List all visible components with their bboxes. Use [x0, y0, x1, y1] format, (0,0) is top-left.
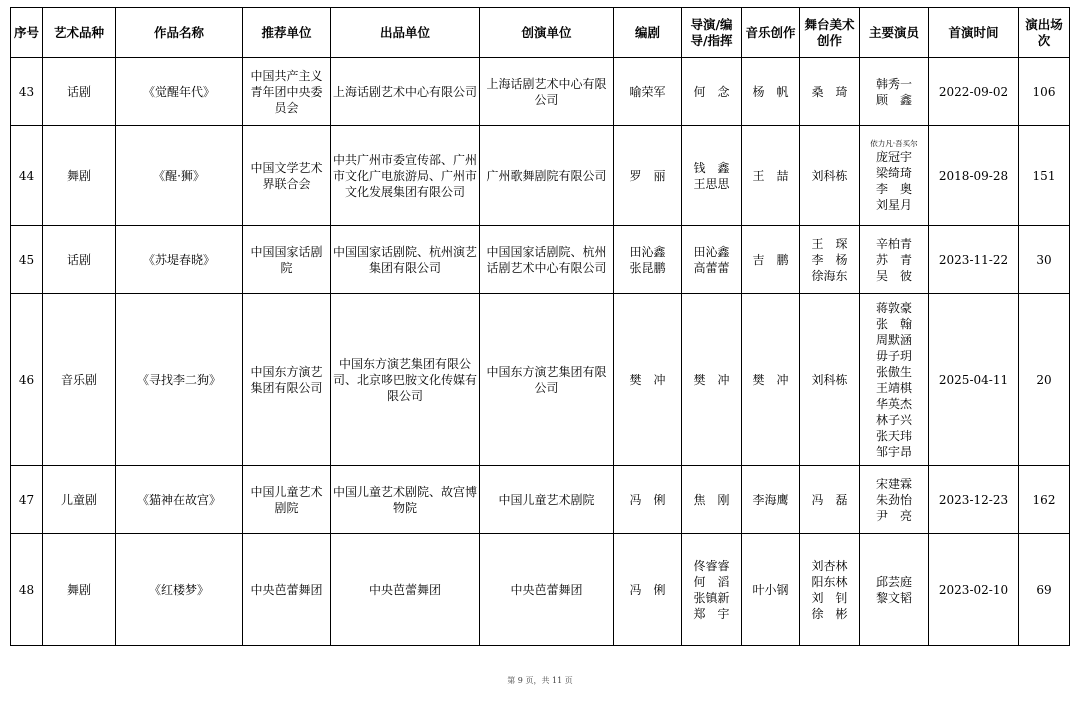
header-actors: 主要演员 — [860, 8, 929, 58]
cell-title: 《寻找李二狗》 — [116, 294, 243, 466]
cell-actors — [860, 126, 929, 226]
cell-line: 郑 宇 — [693, 606, 730, 621]
cell-line: 刘星月 — [875, 197, 912, 212]
cell-recommender: 中国国家话剧院 — [243, 226, 331, 294]
cell-producer: 中共广州市委宣传部、广州市文化广电旅游局、广州市文化发展集团有限公司 — [331, 126, 480, 226]
cell-creator: 上海话剧艺术中心有限公司 — [480, 58, 614, 126]
cell-genre: 话剧 — [43, 226, 116, 294]
header-director: 导演/编导/指挥 — [682, 8, 742, 58]
cell-no: 45 — [11, 226, 43, 294]
cell-stage — [800, 226, 860, 294]
cell-line: 邱芸庭 — [875, 574, 912, 589]
cell-writer — [614, 126, 682, 226]
cell-line: 张天玮 — [875, 428, 912, 443]
cell-line: 樊 冲 — [629, 372, 666, 387]
cell-genre: 儿童剧 — [43, 466, 116, 534]
cell-writer — [614, 294, 682, 466]
cell-title: 《红楼梦》 — [116, 534, 243, 646]
cell-line: 苏 青 — [875, 252, 912, 267]
cell-recommender: 中央芭蕾舞团 — [243, 534, 331, 646]
header-title: 作品名称 — [116, 8, 243, 58]
cell-producer: 中国国家话剧院、杭州演艺集团有限公司 — [331, 226, 480, 294]
cell-line: 樊 冲 — [752, 372, 789, 387]
cell-writer — [614, 466, 682, 534]
cell-music — [742, 226, 800, 294]
cell-director — [682, 294, 742, 466]
cell-line: 何 滔 — [693, 574, 730, 589]
cell-line: 张 翰 — [875, 316, 912, 331]
cell-line: 杨 帆 — [752, 84, 789, 99]
table-row — [11, 466, 1070, 534]
cell-count: 151 — [1019, 126, 1070, 226]
cell-line: 焦 刚 — [693, 492, 730, 507]
cell-music — [742, 58, 800, 126]
cell-producer: 中国东方演艺集团有限公司、北京哆巴胺文化传媒有限公司 — [331, 294, 480, 466]
cell-line: 蒋敦豪 — [875, 300, 912, 315]
cell-director — [682, 58, 742, 126]
cell-line: 刘科栋 — [811, 372, 848, 387]
cell-actors — [860, 58, 929, 126]
cell-genre: 舞剧 — [43, 534, 116, 646]
cell-count: 20 — [1019, 294, 1070, 466]
header-writer: 编剧 — [614, 8, 682, 58]
cell-stage — [800, 126, 860, 226]
cell-stage — [800, 466, 860, 534]
cell-line: 邹宇昂 — [875, 444, 912, 459]
cell-actors — [860, 534, 929, 646]
cell-stage — [800, 58, 860, 126]
cell-line: 毋子玥 — [875, 348, 912, 363]
cell-line: 王靖棋 — [875, 380, 912, 395]
cell-line: 张傲生 — [875, 364, 912, 379]
table-row — [11, 226, 1070, 294]
cell-line: 王思思 — [693, 176, 730, 191]
cell-line: 吴 彼 — [875, 268, 912, 283]
cell-actors — [860, 466, 929, 534]
cell-music — [742, 466, 800, 534]
cell-date: 2023-02-10 — [929, 534, 1019, 646]
cell-line: 何 念 — [693, 84, 730, 99]
cell-creator: 中国儿童艺术剧院 — [480, 466, 614, 534]
cell-line: 罗 丽 — [629, 168, 666, 183]
header-stage: 舞台美术创作 — [800, 8, 860, 58]
header-recommender: 推荐单位 — [243, 8, 331, 58]
cell-genre: 话剧 — [43, 58, 116, 126]
cell-title: 《猫神在故宫》 — [116, 466, 243, 534]
cell-actors — [860, 294, 929, 466]
cell-creator: 广州歌舞剧院有限公司 — [480, 126, 614, 226]
cell-line: 梁绮琦 — [875, 165, 912, 180]
cell-line: 李海鹰 — [752, 492, 789, 507]
cell-line: 尹 亮 — [875, 508, 912, 523]
cell-line: 庞冠宇 — [875, 149, 912, 164]
cell-line: 徐海东 — [811, 268, 848, 283]
header-genre: 艺术品种 — [43, 8, 116, 58]
cell-line: 李 奥 — [875, 181, 912, 196]
cell-director — [682, 466, 742, 534]
cell-creator: 中国东方演艺集团有限公司 — [480, 294, 614, 466]
header-creator: 创演单位 — [480, 8, 614, 58]
cell-line: 辛柏青 — [875, 236, 912, 251]
cell-count: 30 — [1019, 226, 1070, 294]
cell-creator: 中央芭蕾舞团 — [480, 534, 614, 646]
cell-line: 叶小钢 — [752, 582, 789, 597]
cell-writer — [614, 534, 682, 646]
cell-line: 李 杨 — [811, 252, 848, 267]
cell-line: 冯 磊 — [811, 492, 848, 507]
cell-actors — [860, 226, 929, 294]
cell-writer — [614, 58, 682, 126]
header-date: 首演时间 — [929, 8, 1019, 58]
cell-line: 王 琛 — [811, 236, 848, 251]
cell-line: 田沁鑫 — [629, 244, 666, 259]
cell-creator: 中国国家话剧院、杭州话剧艺术中心有限公司 — [480, 226, 614, 294]
cell-title: 《觉醒年代》 — [116, 58, 243, 126]
cell-line: 刘杏林 — [811, 558, 848, 573]
cell-director — [682, 126, 742, 226]
cell-line: 田沁鑫 — [693, 244, 730, 259]
table-row — [11, 58, 1070, 126]
cell-line: 张昆鹏 — [629, 260, 666, 275]
cell-line: 冯 俐 — [629, 582, 666, 597]
cell-line: 钱 鑫 — [693, 160, 730, 175]
cell-producer: 中国儿童艺术剧院、故宫博物院 — [331, 466, 480, 534]
header-no: 序号 — [11, 8, 43, 58]
cell-recommender: 中国儿童艺术剧院 — [243, 466, 331, 534]
cell-producer: 中央芭蕾舞团 — [331, 534, 480, 646]
table-body — [11, 58, 1070, 646]
cell-music — [742, 534, 800, 646]
cell-music — [742, 294, 800, 466]
cell-date: 2023-12-23 — [929, 466, 1019, 534]
cell-music — [742, 126, 800, 226]
table-row — [11, 126, 1070, 226]
cell-line: 刘科栋 — [811, 168, 848, 183]
cell-stage — [800, 534, 860, 646]
cell-director — [682, 534, 742, 646]
cell-producer: 上海话剧艺术中心有限公司 — [331, 58, 480, 126]
cell-line: 阳东林 — [811, 574, 848, 589]
cell-writer — [614, 226, 682, 294]
cell-recommender: 中国东方演艺集团有限公司 — [243, 294, 331, 466]
cell-no: 48 — [11, 534, 43, 646]
cell-line: 朱劲怡 — [875, 492, 912, 507]
cell-line: 林子兴 — [875, 412, 912, 427]
cell-line: 徐 彬 — [811, 606, 848, 621]
cell-line: 吉 鹏 — [752, 252, 789, 267]
cell-title: 《苏堤春晓》 — [116, 226, 243, 294]
cell-line: 喻荣军 — [629, 84, 666, 99]
page-footer: 第 9 页，共 11 页 — [507, 676, 573, 685]
cell-stage — [800, 294, 860, 466]
cell-line-small: 依力凡·吾买尔 — [870, 138, 918, 148]
cell-no: 46 — [11, 294, 43, 466]
cell-recommender: 中国文学艺术界联合会 — [243, 126, 331, 226]
cell-line: 樊 冲 — [693, 372, 730, 387]
cell-line: 顾 鑫 — [875, 92, 912, 107]
cell-line: 佟睿睿 — [693, 558, 730, 573]
cell-no: 44 — [11, 126, 43, 226]
cell-line: 张镇新 — [693, 590, 730, 605]
cell-count: 69 — [1019, 534, 1070, 646]
cell-line: 黎文韬 — [875, 590, 912, 605]
cell-line: 周默涵 — [875, 332, 912, 347]
cell-line: 高蕾蕾 — [693, 260, 730, 275]
cell-no: 47 — [11, 466, 43, 534]
cell-date: 2018-09-28 — [929, 126, 1019, 226]
cell-line: 刘 钊 — [811, 590, 848, 605]
cell-no: 43 — [11, 58, 43, 126]
header-music: 音乐创作 — [742, 8, 800, 58]
header-producer: 出品单位 — [331, 8, 480, 58]
header-row — [11, 8, 1070, 58]
cell-line: 韩秀一 — [875, 76, 912, 91]
cell-title: 《醒·狮》 — [116, 126, 243, 226]
cell-line: 华英杰 — [875, 396, 912, 411]
cell-line: 王 喆 — [752, 168, 789, 183]
cell-line: 宋建霖 — [875, 476, 912, 491]
works-table — [10, 7, 1070, 646]
table-row — [11, 534, 1070, 646]
cell-recommender: 中国共产主义青年团中央委员会 — [243, 58, 331, 126]
table-row — [11, 294, 1070, 466]
cell-date: 2025-04-11 — [929, 294, 1019, 466]
cell-genre: 舞剧 — [43, 126, 116, 226]
cell-date: 2022-09-02 — [929, 58, 1019, 126]
cell-director — [682, 226, 742, 294]
cell-date: 2023-11-22 — [929, 226, 1019, 294]
cell-line: 冯 俐 — [629, 492, 666, 507]
cell-line: 桑 琦 — [811, 84, 848, 99]
cell-count: 162 — [1019, 466, 1070, 534]
cell-count: 106 — [1019, 58, 1070, 126]
cell-genre: 音乐剧 — [43, 294, 116, 466]
header-count: 演出场次 — [1019, 8, 1070, 58]
